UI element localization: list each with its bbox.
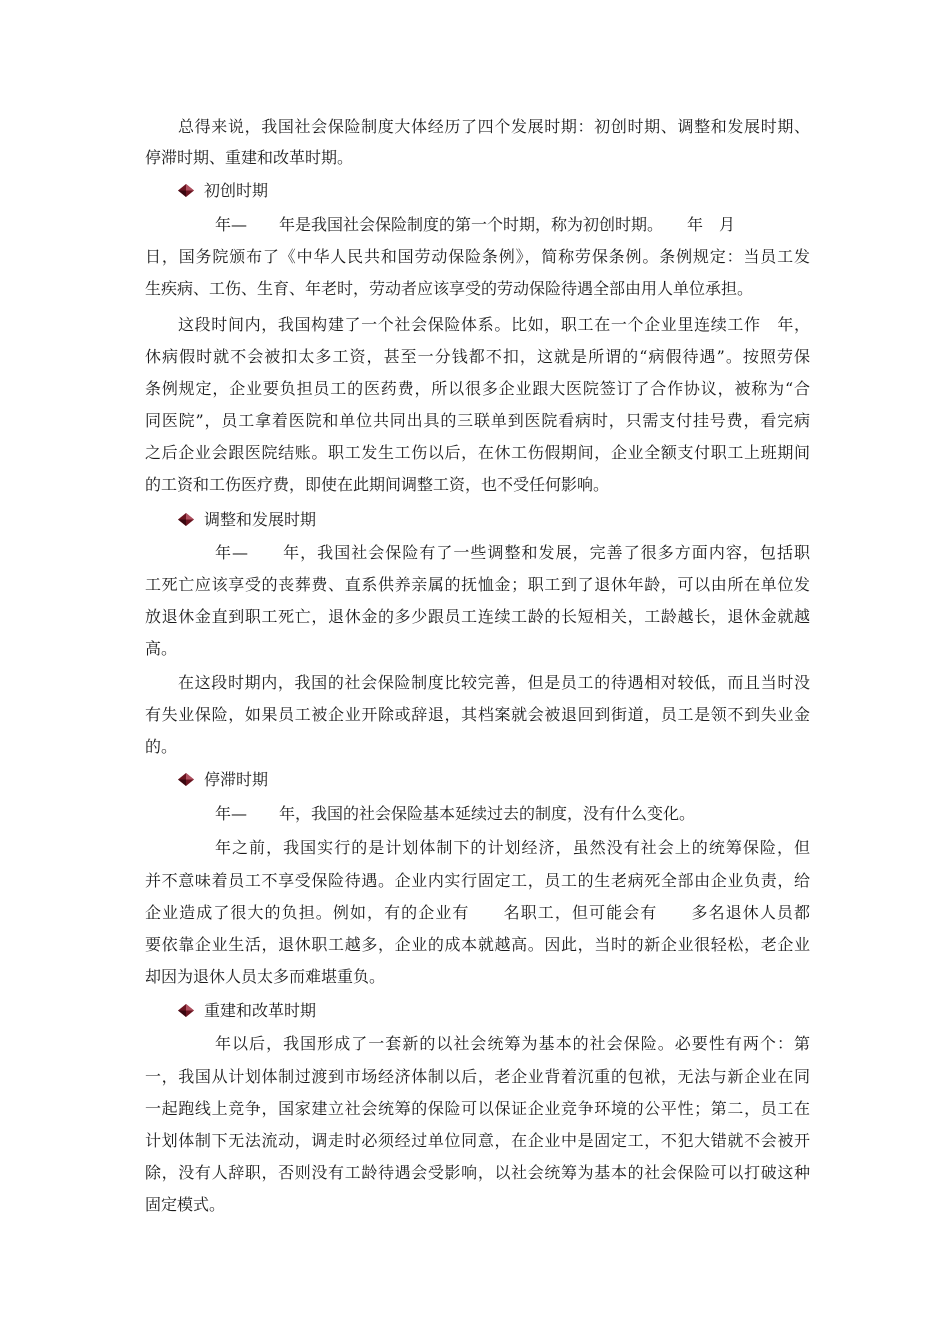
section-heading-text: 调整和发展时期 — [204, 510, 317, 529]
paragraph-line: 年— 年，我国社会保险有了一些调整和发展，完善了很多方面内容，包括职 — [215, 543, 810, 562]
paragraph-line: 这段时间内，我国构建了一个社会保险体系。比如，职工在一个企业里连续工作 年， — [178, 315, 810, 334]
diamond-bullet-icon — [178, 773, 194, 786]
paragraph-line: 年之前，我国实行的是计划体制下的计划经济，虽然没有社会上的统筹保险，但 — [215, 838, 810, 857]
diamond-bullet-icon — [178, 513, 194, 526]
intro-line: 总得来说，我国社会保险制度大体经历了四个发展时期：初创时期、调整和发展时期、 — [178, 117, 810, 136]
section-heading-text: 重建和改革时期 — [204, 1001, 317, 1020]
paragraph-line: 要依靠企业生活，退休职工越多，企业的成本就越高。因此，当时的新企业很轻松，老企业 — [145, 935, 810, 954]
paragraph-line: 条例规定，企业要负担员工的医药费，所以很多企业跟大医院签订了合作协议，被称为“合 — [145, 379, 810, 398]
paragraph-line: 日，国务院颁布了《中华人民共和国劳动保险条例》，简称劳保条例。条例规定：当员工发 — [145, 247, 810, 266]
paragraph-line: 的工资和工伤医疗费，即使在此期间调整工资，也不受任何影响。 — [145, 475, 610, 494]
section-heading-rebuild — [178, 996, 843, 1026]
section-heading-adjustment — [178, 505, 843, 535]
paragraph-line: 放退休金直到职工死亡，退休金的多少跟员工连续工龄的长短相关，工龄越长，退休金就越 — [145, 607, 810, 626]
paragraph-line: 年以后，我国形成了一套新的以社会统筹为基本的社会保险。必要性有两个：第 — [215, 1034, 810, 1053]
paragraph-line: 生疾病、工伤、生育、年老时，劳动者应该享受的劳动保险待遇全部由用人单位承担。 — [145, 279, 754, 298]
paragraph-line: 的。 — [145, 737, 178, 756]
section-heading-stagnation — [178, 765, 843, 795]
section-heading-founding — [178, 176, 843, 206]
diamond-bullet-icon — [178, 1004, 194, 1017]
paragraph-line: 同医院”，员工拿着医院和单位共同出具的三联单到医院看病时，只需支付挂号费，看完病 — [145, 411, 810, 430]
paragraph-line: 在这段时期内，我国的社会保险制度比较完善，但是员工的待遇相对较低，而且当时没 — [178, 673, 810, 692]
paragraph-line: 企业造成了很大的负担。例如，有的企业有 名职工，但可能会有 多名退休人员都 — [145, 903, 810, 922]
paragraph-line: 却因为退休人员太多而难堪重负。 — [145, 967, 386, 986]
paragraph-line: 固定模式。 — [145, 1195, 226, 1214]
paragraph-line: 除，没有人辞职，否则没有工龄待遇会受影响，以社会统筹为基本的社会保险可以打破这种 — [145, 1163, 810, 1182]
paragraph-line: 一起跑线上竞争，国家建立社会统筹的保险可以保证企业竞争环境的公平性；第二，员工在 — [145, 1099, 810, 1118]
paragraph-line: 年— 年是我国社会保险制度的第一个时期，称为初创时期。 年 月 — [215, 215, 736, 234]
section-heading-text: 初创时期 — [204, 181, 269, 200]
paragraph-line: 年— 年，我国的社会保险基本延续过去的制度，没有什么变化。 — [215, 804, 696, 823]
section-heading-text: 停滞时期 — [204, 770, 269, 789]
paragraph-line: 一，我国从计划体制过渡到市场经济体制以后，老企业背着沉重的包袱，无法与新企业在同 — [145, 1067, 810, 1086]
paragraph-line: 计划体制下无法流动，调走时必须经过单位同意，在企业中是固定工，不犯大错就不会被开 — [145, 1131, 810, 1150]
paragraph-line: 有失业保险，如果员工被企业开除或辞退，其档案就会被退回到街道，员工是领不到失业金 — [145, 705, 810, 724]
paragraph-line: 并不意味着员工不享受保险待遇。企业内实行固定工，员工的生老病死全部由企业负责，给 — [145, 871, 810, 890]
paragraph-line: 休病假时就不会被扣太多工资，甚至一分钱都不扣，这就是所谓的“病假待遇”。按照劳保 — [145, 347, 810, 366]
paragraph-line: 高。 — [145, 639, 178, 658]
intro-line: 停滞时期、重建和改革时期。 — [145, 148, 354, 167]
diamond-bullet-icon — [178, 184, 194, 197]
paragraph-line: 工死亡应该享受的丧葬费、直系供养亲属的抚恤金；职工到了退休年龄，可以由所在单位发 — [145, 575, 810, 594]
paragraph-line: 之后企业会跟医院结账。职工发生工伤以后，在休工伤假期间，企业全额支付职工上班期间 — [145, 443, 810, 462]
